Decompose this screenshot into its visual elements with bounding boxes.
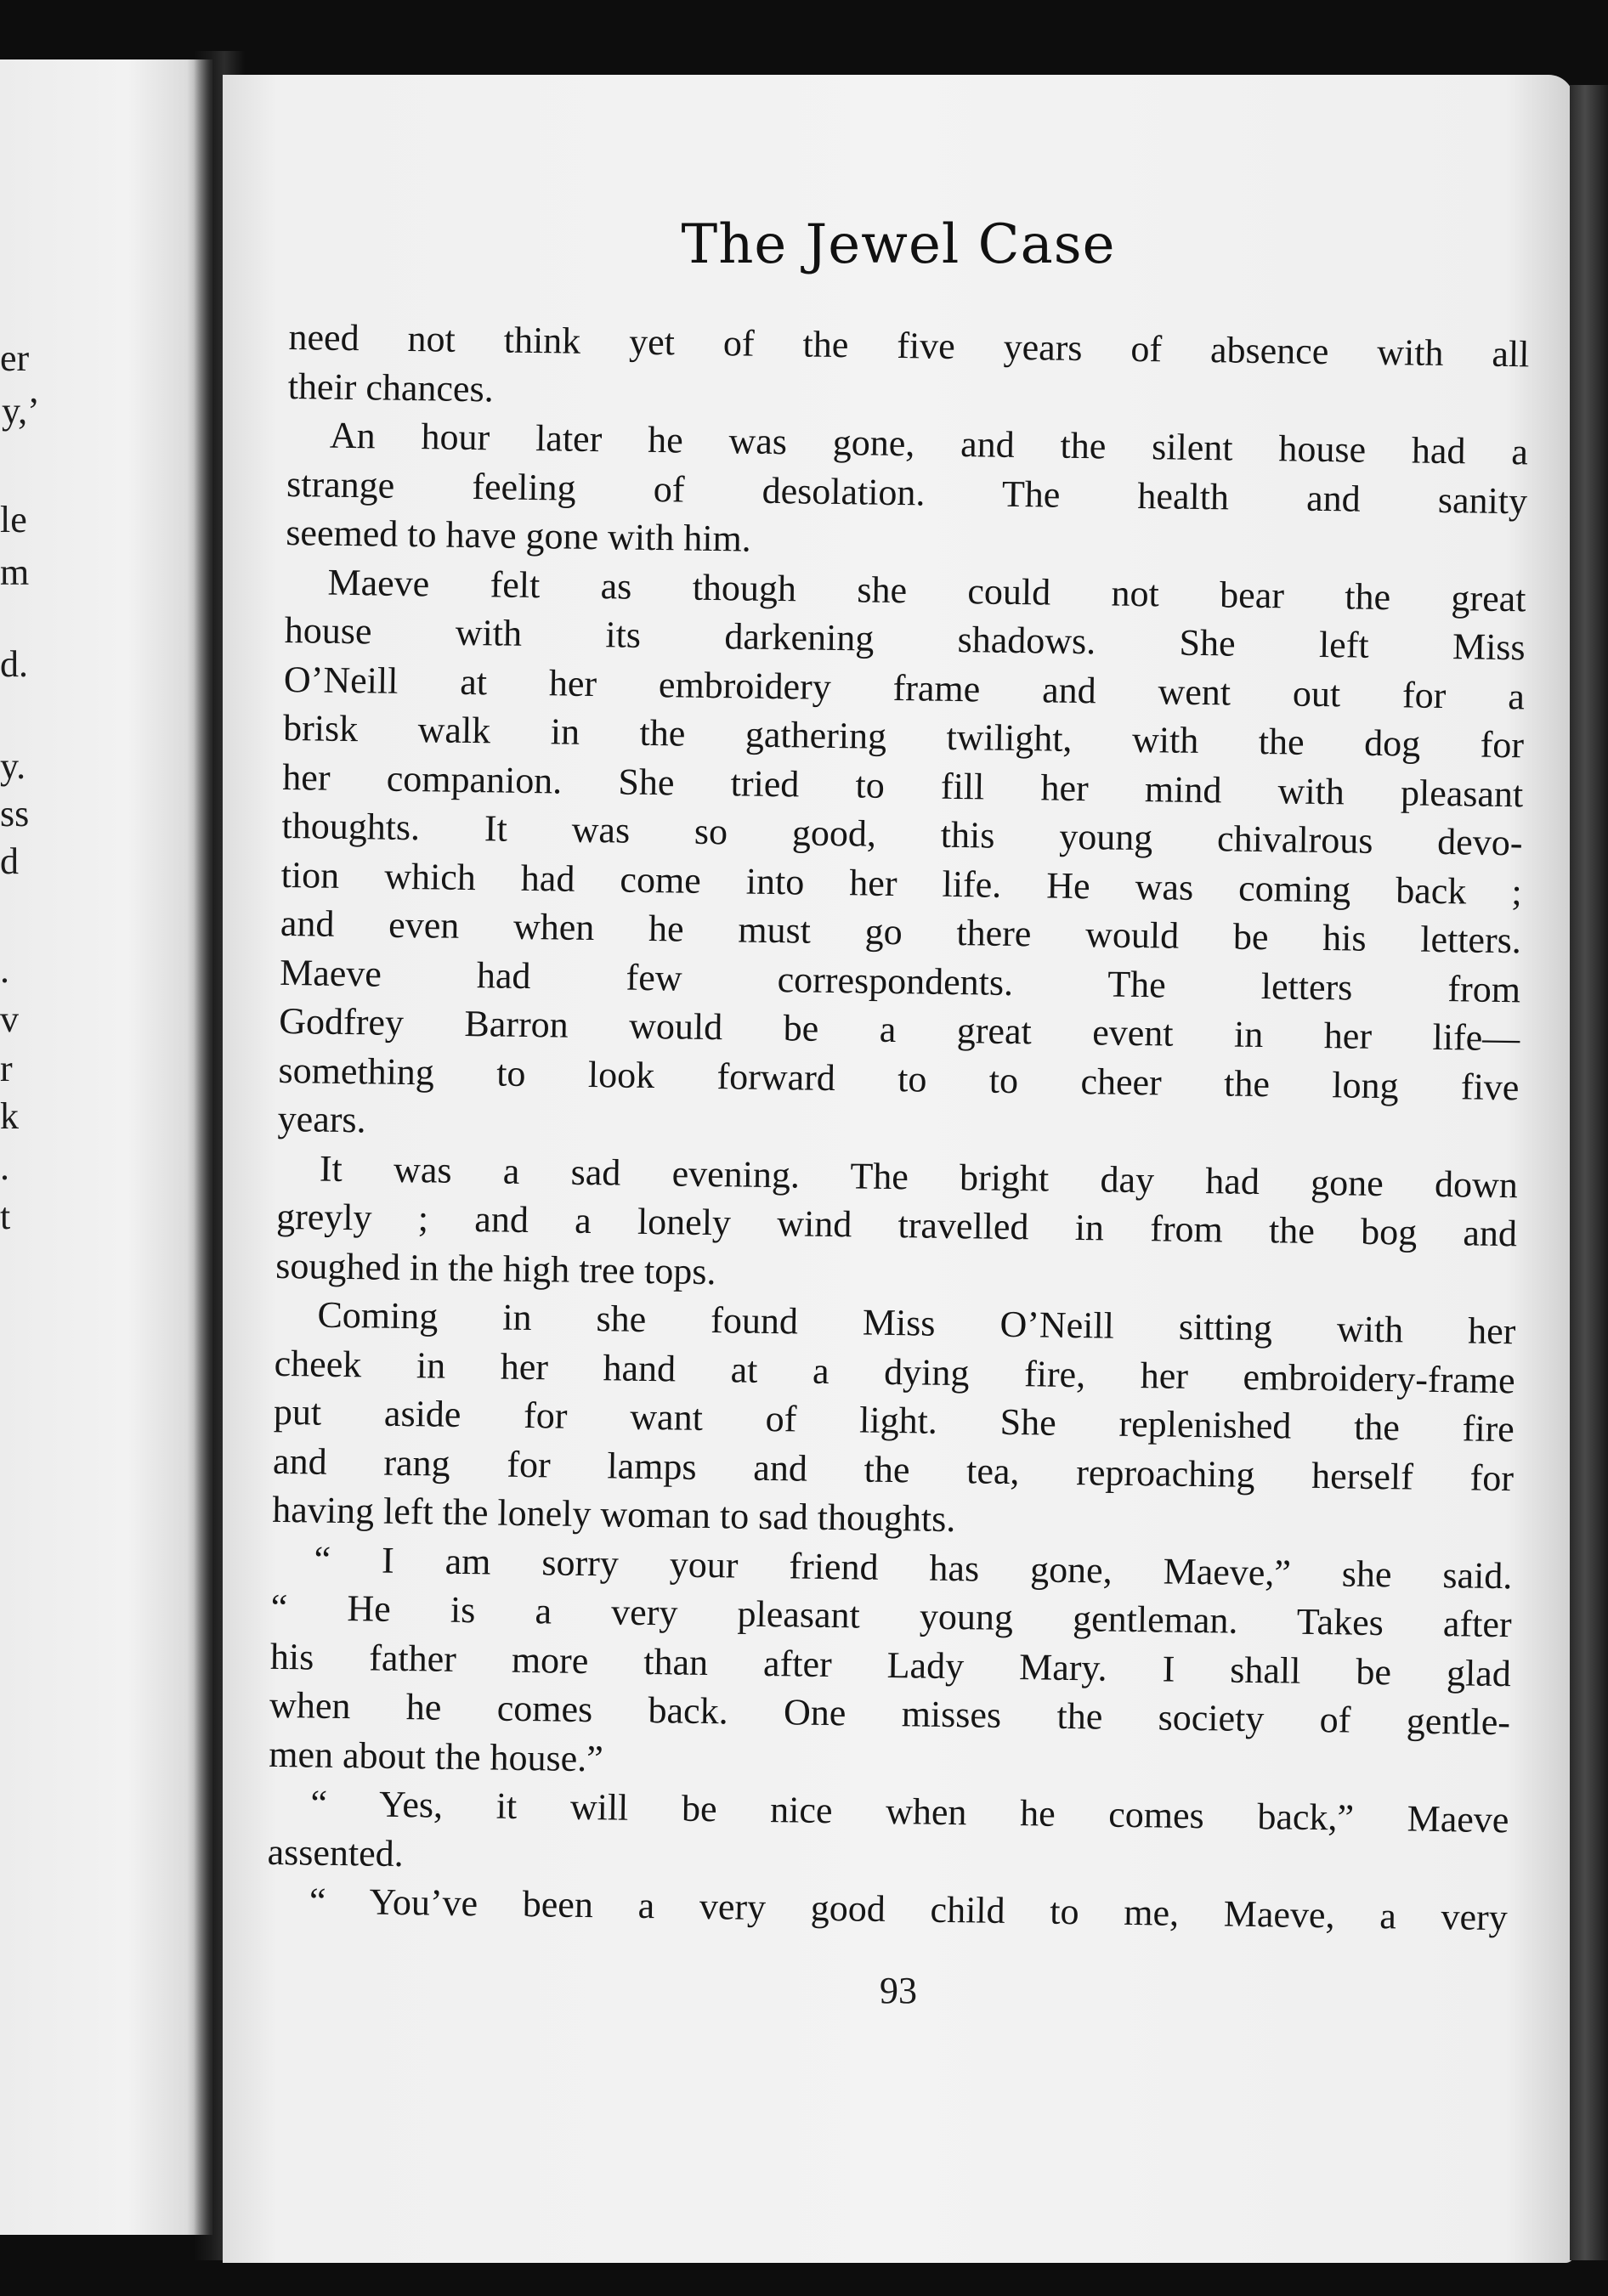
right-page [223, 75, 1574, 2263]
text-line: his father more than after Lady Mary. I shall be glad [269, 1635, 1512, 1694]
text-line: put aside for want of light. She replenished the fire [273, 1390, 1515, 1451]
text-line: house with its darkening shadows. She left Miss [284, 608, 1526, 669]
text-line: Maeve felt as though she could not bear the great [327, 561, 1526, 619]
text-line: “ Yes, it will be nice when he comes back,” Maeve [310, 1782, 1509, 1841]
text-line: assented. [267, 1830, 405, 1875]
text-line: “ You’ve been a very good child to me, Maeve, a very [309, 1880, 1509, 1939]
text-line: need not think yet of the five years of absence with all [288, 315, 1530, 376]
left-page-fragment: . [0, 1146, 9, 1188]
text-line: soughed in the high tree tops. [275, 1244, 716, 1292]
page-number: 93 [880, 1970, 917, 2011]
text-line: cheek in her hand at a dying fire, her embroidery-frame [274, 1342, 1515, 1401]
left-page-fragment: r [0, 1048, 13, 1089]
left-page-fragment: v [0, 998, 19, 1040]
text-line: when he comes back. One misses the society of gentle- [269, 1683, 1511, 1744]
text-line: brisk walk in the gathering twilight, with the dog for [282, 706, 1525, 766]
text-line: tion which had come into her life. He was coming back ; [280, 853, 1522, 913]
running-head: The Jewel Case [681, 213, 1116, 276]
text-line: something to look forward to to cheer the long five [278, 1049, 1520, 1108]
text-line: An hour later he was gone, and the silent house had a [329, 414, 1529, 473]
text-line: and even when he must go there would be his letters. [280, 902, 1522, 962]
left-page-fragment: le [0, 499, 27, 540]
left-page-fragment: d [0, 840, 19, 882]
book-cover-edge [1570, 85, 1608, 2260]
left-page-fragment: m [0, 551, 30, 593]
left-page-fragment: d. [0, 643, 28, 685]
left-page-fragment: k [0, 1095, 19, 1137]
text-line: having left the lonely woman to sad thoughts. [271, 1488, 956, 1541]
text-line: “ I am sorry your friend has gone, Maeve,” she said. [314, 1538, 1513, 1597]
left-page-fragment: t [0, 1196, 11, 1237]
text-line: greyly ; and a lonely wind travelled in from the bog and [275, 1195, 1518, 1255]
left-page-fragment: y,’ [2, 390, 40, 432]
text-line: O’Neill at her embroidery frame and went out for a [283, 658, 1526, 717]
left-facing-page [0, 59, 212, 2235]
text-line: her companion. She tried to fill her mind with pleasant [282, 755, 1524, 815]
left-page-fragment: y. [0, 745, 26, 787]
left-page-fragment: ss [0, 793, 30, 834]
text-line: Coming in she found Miss O’Neill sitting with her [317, 1293, 1516, 1353]
text-line: seemed to have gone with him. [286, 511, 752, 560]
left-page-fragment: . [0, 949, 9, 991]
text-line: Maeve had few correspondents. The letters from [279, 951, 1521, 1010]
text-line: It was a sad evening. The bright day had gone down [319, 1147, 1519, 1206]
text-line: years. [277, 1097, 366, 1141]
text-line: “ He is a very pleasant young gentleman. Takes after [270, 1586, 1512, 1646]
left-page-fragment: er [0, 337, 30, 379]
text-line: thoughts. It was so good, this young chivalrous devo- [281, 804, 1523, 864]
text-line: men about the house.” [268, 1733, 604, 1779]
text-line: strange feeling of desolation. The health and sanity [286, 462, 1528, 522]
text-line: Godfrey Barron would be a great event in her life— [279, 999, 1520, 1060]
text-line: their chances. [287, 365, 494, 410]
body-text [267, 313, 1530, 1943]
text-line: and rang for lamps and the tea, reproaching herself for [272, 1439, 1515, 1499]
